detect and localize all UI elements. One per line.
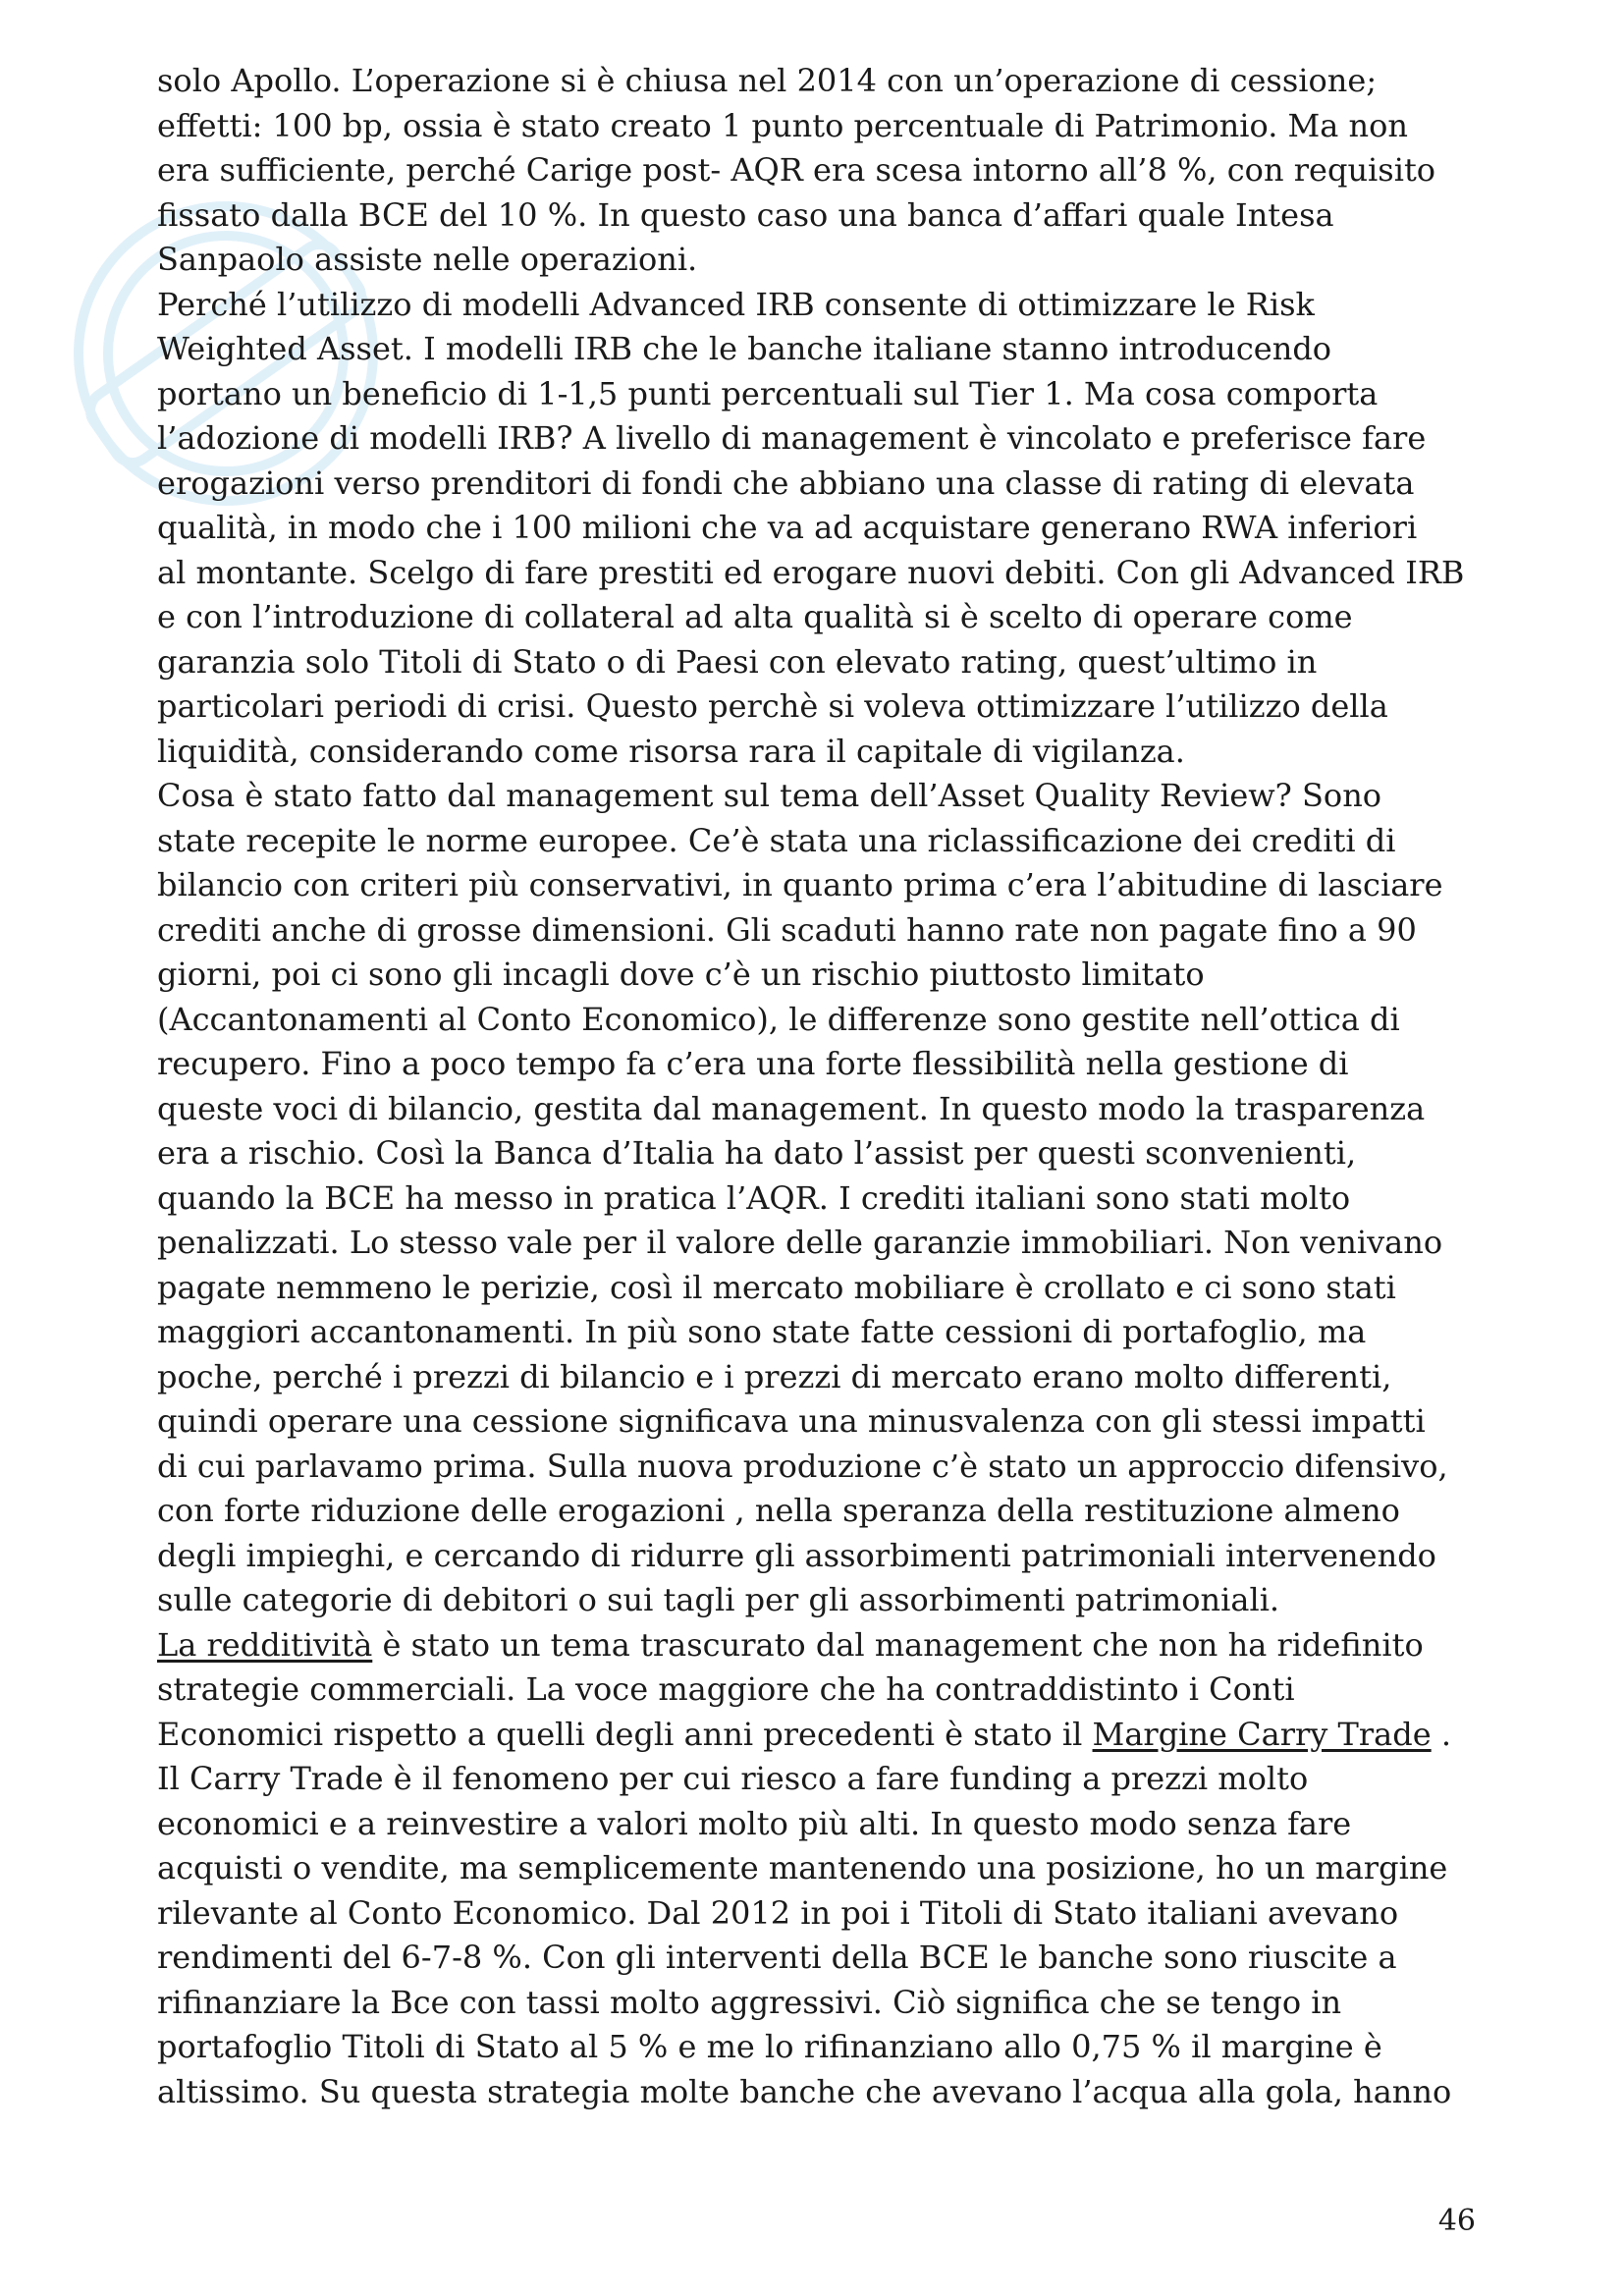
text-line: altissimo. Su questa strategia molte banche che avevano l’acqua alla gola, hanno (157, 2072, 1452, 2110)
text-line: fissato dalla BCE del 10 %. In questo caso una banca d’affari quale Intesa (157, 195, 1334, 234)
text-line: (Accantonamenti al Conto Economico), le differenze sono gestite nell’ottica di (157, 1000, 1400, 1038)
text-line: Perché l’utilizzo di modelli Advanced IRB consente di ottimizzare le Risk (157, 285, 1315, 323)
text-line-redditivita (157, 1623, 1492, 1668)
text-line: penalizzati. Lo stesso vale per il valore delle garanzie immobiliari. Non venivano (157, 1224, 1443, 1261)
text-line-carry (157, 1713, 1492, 1758)
text-line: Il Carry Trade è il fenomeno per cui riesco a fare funding a prezzi molto (157, 1760, 1309, 1797)
text-line: effetti: 100 bp, ossia è stato creato 1 punto percentuale di Patrimonio. Ma non (157, 106, 1409, 144)
text-line: strategie commerciali. La voce maggiore che ha contraddistinto i Conti (157, 1670, 1295, 1708)
text-line: garanzia solo Titoli di Stato o di Paesi con elevato rating, quest’ultimo in (157, 642, 1318, 681)
text-line: quando la BCE ha messo in pratica l’AQR. I crediti italiani sono stati molto (157, 1178, 1351, 1217)
text-line: particolari periodi di crisi. Questo perchè si voleva ottimizzare l’utilizzo della (157, 687, 1388, 725)
text-line: solo Apollo. L’operazione si è chiusa nel 2014 con un’operazione di cessione; (157, 62, 1378, 99)
text-line: acquisti o vendite, ma semplicemente mantenendo una posizione, ho un margine (157, 1849, 1448, 1886)
text-line: al montante. Scelgo di fare prestiti ed erogare nuovi debiti. Con gli Advanced IRB (157, 553, 1465, 591)
text-line: Sanpaolo assiste nelle operazioni. (157, 241, 698, 278)
text-line: queste voci di bilancio, gestita dal management. In questo modo la trasparenza (157, 1089, 1426, 1127)
carry-pre: Economici rispetto a quelli degli anni precedenti è stato il (157, 1715, 1093, 1753)
text-line: rendimenti del 6-7-8 %. Con gli interventi della BCE le banche sono riuscite a (157, 1939, 1397, 1976)
text-line: di cui parlavamo prima. Sulla nuova produzione c’è stato un approccio difensivo, (157, 1447, 1448, 1485)
text-line: poche, perché i prezzi di bilancio e i prezzi di mercato erano molto differenti, (157, 1357, 1392, 1395)
text-line: crediti anche di grosse dimensioni. Gli scaduti hanno rate non pagate fino a 90 (157, 910, 1417, 949)
text-line: e con l’introduzione di collateral ad alta qualità si è scelto di operare come (157, 598, 1353, 635)
text-line: pagate nemmeno le perizie, così il mercato mobiliare è crollato e ci sono stati (157, 1268, 1396, 1306)
text-line: con forte riduzione delle erogazioni , nella speranza della restituzione almeno (157, 1492, 1400, 1529)
text-line: portano un beneficio di 1-1,5 punti percentuali sul Tier 1. Ma cosa comporta (157, 374, 1379, 412)
carry-post: . (1431, 1715, 1452, 1753)
text-line: qualità, in modo che i 100 milioni che va ad acquistare generano RWA inferiori (157, 509, 1418, 546)
text-line: erogazioni verso prenditori di fondi che abbiano una classe di rating di elevata (157, 464, 1415, 502)
page-number: 46 (1437, 2204, 1476, 2238)
text-line: portafoglio Titoli di Stato al 5 % e me lo rifinanziano allo 0,75 % il margine è (157, 2028, 1382, 2065)
redditivita-link: La redditività (157, 1625, 373, 1664)
text-line: degli impieghi, e cercando di ridurre gli assorbimenti patrimoniali intervenendo (157, 1536, 1436, 1574)
text-line: state recepite le norme europee. Ce’è stata una riclassificazione dei crediti di (157, 821, 1396, 859)
margine-carry-trade-link: Margine Carry Trade (1092, 1715, 1432, 1753)
text-line: recupero. Fino a poco tempo fa c’era una forte flessibilità nella gestione di (157, 1045, 1349, 1082)
text-line: l’adozione di modelli IRB? A livello di management è vincolato e preferisce fare (157, 419, 1427, 457)
text-line: era a rischio. Così la Banca d’Italia ha dato l’assist per questi sconvenienti, (157, 1134, 1357, 1172)
text-line: Cosa è stato fatto dal management sul tema dell’Asset Quality Review? Sono (157, 777, 1382, 814)
text-line: Weighted Asset. I modelli IRB che le banche italiane stanno introducendo (157, 330, 1332, 367)
text-line: bilancio con criteri più conservativi, in quanto prima c’era l’abitudine di lasciare (157, 866, 1443, 903)
document-body (157, 59, 1492, 2114)
text-line: era sufficiente, perché Carige post- AQR era scesa intorno all’8 %, con requisito (157, 151, 1436, 189)
text-line: liquidità, considerando come risorsa rara il capitale di vigilanza. (157, 732, 1185, 770)
text-line: giorni, poi ci sono gli incagli dove c’è un rischio piuttosto limitato (157, 956, 1205, 993)
text-line: rilevante al Conto Economico. Dal 2012 in poi i Titoli di Stato italiani avevano (157, 1893, 1399, 1932)
text-line: sulle categorie di debitori o sui tagli per gli assorbimenti patrimoniali. (157, 1581, 1280, 1618)
text-line: maggiori accantonamenti. In più sono state fatte cessioni di portafoglio, ma (157, 1313, 1367, 1350)
redditivita-rest: è stato un tema trascurato dal management che non ha ridefinito (372, 1625, 1424, 1664)
text-line: economici e a reinvestire a valori molto più alti. In questo modo senza fare (157, 1804, 1352, 1842)
text-line: rifinanziare la Bce con tassi molto aggressivi. Ciò significa che se tengo in (157, 1983, 1342, 2021)
text-line: quindi operare una cessione significava una minusvalenza con gli stessi impatti (157, 1402, 1426, 1440)
